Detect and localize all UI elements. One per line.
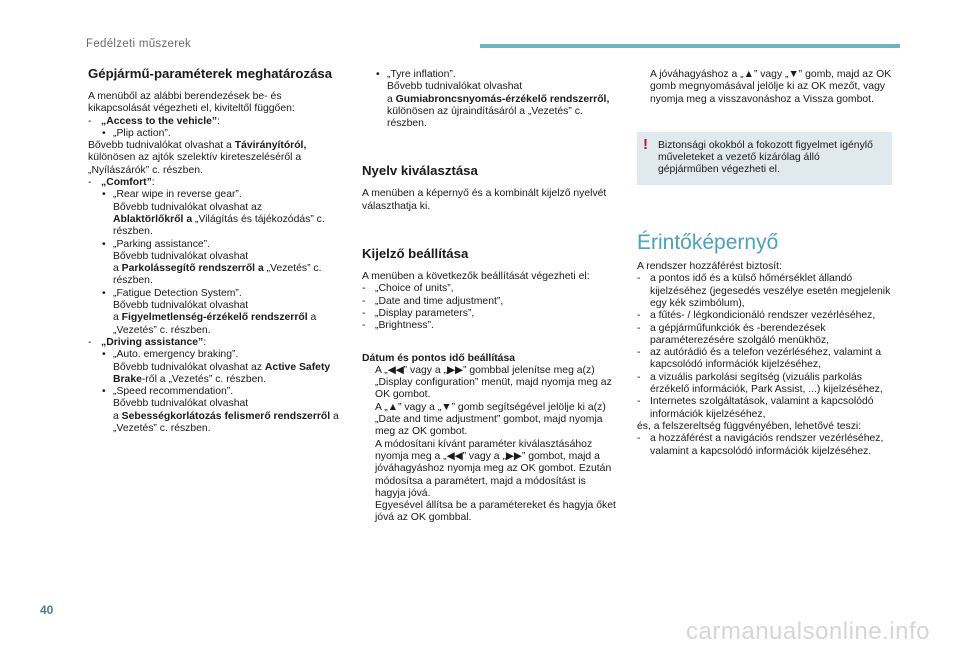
- list-item: - a vizuális parkolási segítség (vizuális parkolás érzékelő információk, Park Assist, ...) kijelzéséhez,: [637, 371, 883, 396]
- comfort-label: „Comfort”: [101, 177, 152, 189]
- list-item-tyre: • „Tyre inflation”. Bővebb tudnivalókat olvashat a Gumiabroncsnyomás-érzékelő rendszerről, különösen az újraindításáról a „Vezetés” c. részben.: [376, 69, 610, 130]
- vehicle-parameters-heading: Gépjármű-paraméterek meghatározása: [88, 66, 333, 81]
- list-item: - „Choice of units”,: [362, 283, 454, 295]
- list-item: - a fűtés- / légkondicionáló rendszer vezérléséhez,: [637, 310, 876, 322]
- list-item-speed: • „Speed recommendation”. Bővebb tudnivalókat olvashat a Sebességkorlátozás felismerő rendszerről a „Vezetés” c. részben.: [102, 386, 339, 435]
- list-item-plip: • „Plip action”.: [102, 127, 171, 139]
- list-item-fatigue: • „Fatigue Detection System”. Bővebb tudnivalókat olvashat a Figyelmetlenség-érzékelő rendszerről a „Vezetés” c. részben.: [102, 287, 317, 336]
- list-item: - a gépjárműfunkciók és -berendezések paraméterezésére szolgáló menükhöz,: [637, 322, 830, 346]
- watermark: carmanualsonline.info: [686, 618, 930, 645]
- caution-text: Biztonsági okokból a fokozott figyelmet igénylő műveleteket a vezető kizárólag álló gépjárműben végezheti el.: [658, 139, 873, 176]
- arrow-icon: [362, 439, 375, 500]
- list-item-emergency: • „Auto. emergency braking”. Bővebb tudnivalókat olvashat az Active Safety Brake-ről a „Vezetés” c. részben.: [102, 349, 331, 385]
- header-accent-bar: [480, 44, 900, 48]
- step-item: Egyesével állítsa be a paramétereket és hagyja őket jóvá az OK gombbal.: [362, 500, 617, 525]
- list-item-access: - „Access to the vehicle”:: [88, 115, 220, 127]
- list-item-parking: • „Parking assistance”. Bővebb tudnivalókat olvashat a Parkolássegítő rendszerről a „Vezetés” c. részben.: [102, 238, 322, 287]
- touchscreen-intro: A rendszer hozzáférést biztosít:: [637, 261, 782, 273]
- list-item-rear-wipe: • „Rear wipe in reverse gear”. Bővebb tudnivalókat olvashat az Ablaktörlőkről a „Világítás és tájékozódás” c. részben.: [102, 189, 325, 238]
- caution-box: [637, 132, 892, 185]
- touchscreen-mid: és, a felszereltség függvényében, lehetővé teszi:: [637, 420, 862, 432]
- date-time-heading: Dátum és pontos idő beállítása: [362, 352, 516, 364]
- arrow-icon: [637, 69, 650, 106]
- language-heading: Nyelv kiválasztása: [362, 163, 478, 179]
- list-item: - „Brightness”.: [362, 320, 434, 332]
- arrow-icon: [362, 500, 375, 525]
- list-item: - Internetes szolgáltatások, valamint a kapcsolódó információk kijelzéséhez,: [637, 396, 874, 420]
- language-text: A menüben a képernyő és a kombinált kijelző nyelvét választhatja ki.: [362, 188, 607, 212]
- list-item: - „Date and time adjustment”,: [362, 295, 504, 307]
- step-item: A „◀◀” vagy a „▶▶” gombbal jelenítse meg a(z) „Display configuration” menüt, majd nyomja meg az OK gombot.: [362, 365, 617, 402]
- column-language-display: [362, 69, 617, 525]
- list-item: - az autórádió és a telefon vezérléséhez, valamint a kapcsolódó információk kijelzéséhez,: [637, 347, 882, 371]
- plip-reference: Bővebb tudnivalókat olvashat a Távirányítóról, különösen az ajtók szelektív kireteszeléséről a „Nyílászárók” c. részben.: [88, 140, 307, 176]
- display-intro: A menüben a következők beállítását végezheti el:: [362, 271, 590, 283]
- vehicle-parameters-intro: A menüből az alábbi berendezések be- és kikapcsolását végezheti el, kiviteltől függően:: [88, 91, 295, 115]
- list-item: - a pontos idő és a külső hőmérséklet állandó kijelzéséhez (jegesedés veszélye esetén megjelenik egy kék szimbólum),: [637, 273, 891, 309]
- driving-label: „Driving assistance”: [101, 336, 204, 348]
- column-vehicle-parameters: [88, 66, 343, 435]
- dash-marker: -: [88, 115, 92, 127]
- step-item: A „▲” vagy a „▼” gomb segítségével jelölje ki a(z) „Date and time adjustment” gombot, majd nyomja meg az OK gombot.: [362, 402, 617, 439]
- list-item: - „Display parameters”,: [362, 307, 475, 319]
- page-number: 40: [40, 603, 54, 617]
- display-heading: Kijelző beállítása: [362, 246, 469, 262]
- list-item-comfort: - „Comfort”:: [88, 177, 155, 189]
- section-header: Fedélzeti műszerek: [86, 38, 192, 50]
- arrow-icon: [362, 365, 375, 402]
- warning-icon: !: [643, 135, 648, 153]
- arrow-icon: [362, 402, 375, 439]
- list-item: - a hozzáférést a navigációs rendszer vezérléséhez, valamint a kapcsolódó információk kijelzéséhez.: [637, 433, 884, 457]
- step-item-confirm: A jóváhagyáshoz a „▲” vagy „▼” gomb, majd az OK gomb megnyomásával jelölje ki az OK mezőt, vagy nyomja meg a visszavonáshoz a Vissza gombot.: [637, 69, 892, 106]
- column-touchscreen: [637, 69, 892, 458]
- bullet-marker: •: [102, 127, 106, 139]
- access-label: „Access to the vehicle”: [101, 115, 218, 127]
- step-item: A módosítani kívánt paraméter kiválasztásához nyomja meg a „◀◀” vagy a „▶▶” gombot, majd a jóváhagyáshoz nyomja meg az OK gombot. Ezután módosítsa a paramétert, majd a módosítást is hagyja jóvá.: [362, 439, 617, 500]
- list-item-driving: - „Driving assistance”:: [88, 336, 207, 348]
- touchscreen-heading: Érintőképernyő: [637, 230, 779, 254]
